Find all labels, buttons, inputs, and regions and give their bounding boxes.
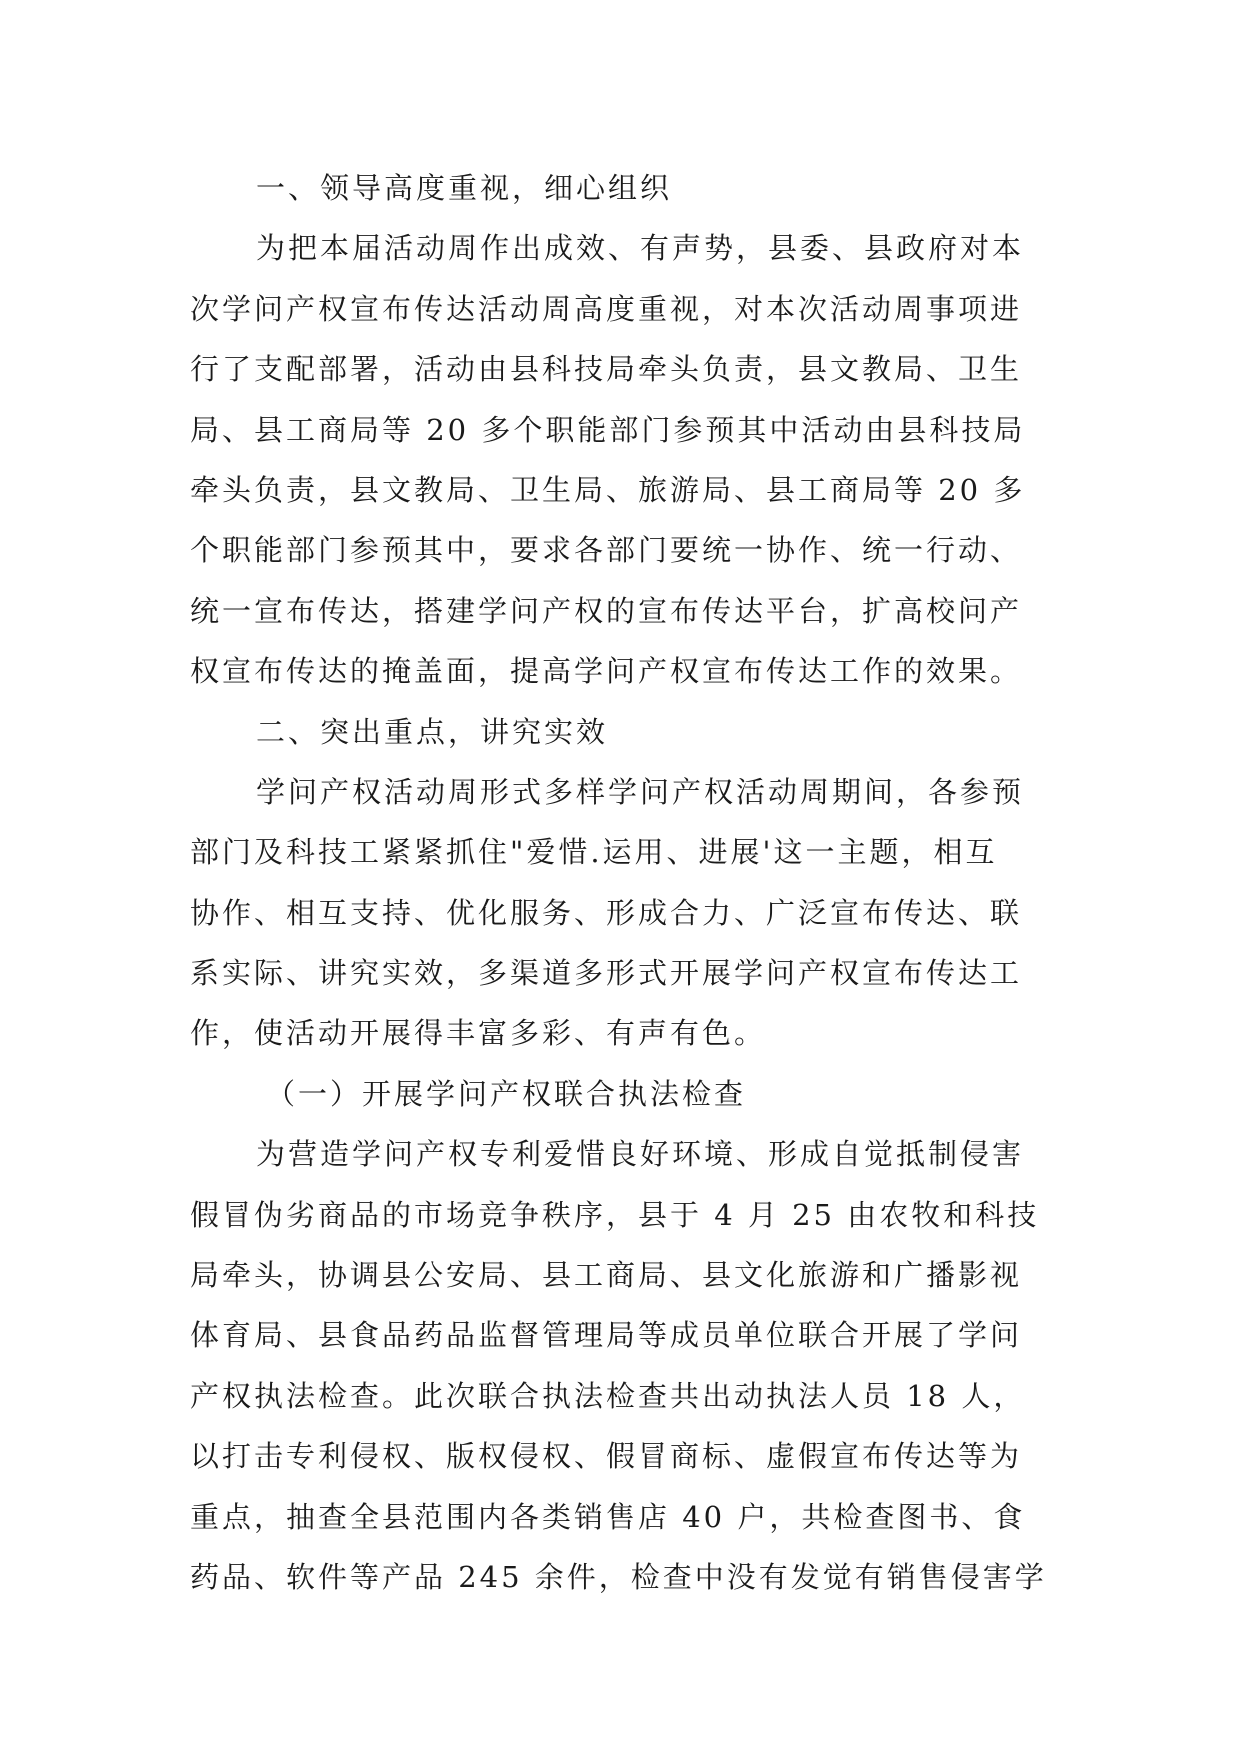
subsection-heading-1: （一）开展学问产权联合执法检查 [266,1076,747,1111]
paragraph-line: 权宣布传达的掩盖面，提高学问产权宣布传达工作的效果。 [190,654,1023,689]
paragraph-line: 药品、软件等产品 245 余件，检查中没有发觉有销售侵害学 [190,1559,1047,1594]
paragraph-line: 部门及科技工紧紧抓住"爱惜.运用、进展'这一主题，相互 [190,835,998,870]
paragraph-line: 作，使活动开展得丰富多彩、有声有色。 [190,1016,767,1051]
paragraph-line: 假冒伪劣商品的市场竞争秩序，县于 4 月 25 由农牧和科技 [190,1197,1040,1232]
paragraph-line: 局牵头，协调县公安局、县工商局、县文化旅游和广播影视 [190,1258,1023,1293]
paragraph-line: 牵头负责，县文教局、卫生局、旅游局、县工商局等 20 多 [190,472,1026,507]
paragraph-line: 局、县工商局等 20 多个职能部门参预其中活动由县科技局 [190,412,1026,447]
paragraph-line: 为营造学问产权专利爱惜良好环境、形成自觉抵制侵害 [256,1137,1025,1172]
paragraph-line: 重点，抽查全县范围内各类销售店 40 户，共检查图书、食 [190,1499,1026,1534]
paragraph-line: 体育局、县食品药品监督管理局等成员单位联合开展了学问 [190,1318,1023,1353]
section-heading-1: 一、领导高度重视，细心组织 [256,171,673,205]
paragraph-line: 产权执法检查。此次联合执法检查共出动执法人员 18 人， [190,1378,1026,1413]
document-body [190,158,1070,1607]
paragraph-line: 协作、相互支持、优化服务、形成合力、广泛宣布传达、联 [190,895,1023,930]
paragraph-line: 以打击专利侵权、版权侵权、假冒商标、虚假宣布传达等为 [190,1439,1023,1474]
paragraph-line: 系实际、讲究实效，多渠道多形式开展学问产权宣布传达工 [190,956,1023,991]
paragraph-line: 统一宣布传达，搭建学问产权的宣布传达平台，扩高校问产 [190,593,1023,628]
section-heading-2: 二、突出重点，讲究实效 [256,714,609,749]
paragraph-line: 行了支配部署，活动由县科技局牵头负责，县文教局、卫生 [190,352,1023,387]
paragraph-line: 个职能部门参预其中，要求各部门要统一协作、统一行动、 [190,533,1023,568]
paragraph-line: 为把本届活动周作出成效、有声势，县委、县政府对本 [256,231,1025,266]
paragraph-line: 学问产权活动周形式多样学问产权活动周期间，各参预 [256,774,1025,809]
paragraph-line: 次学问产权宣布传达活动周高度重视，对本次活动周事项进 [190,291,1023,326]
